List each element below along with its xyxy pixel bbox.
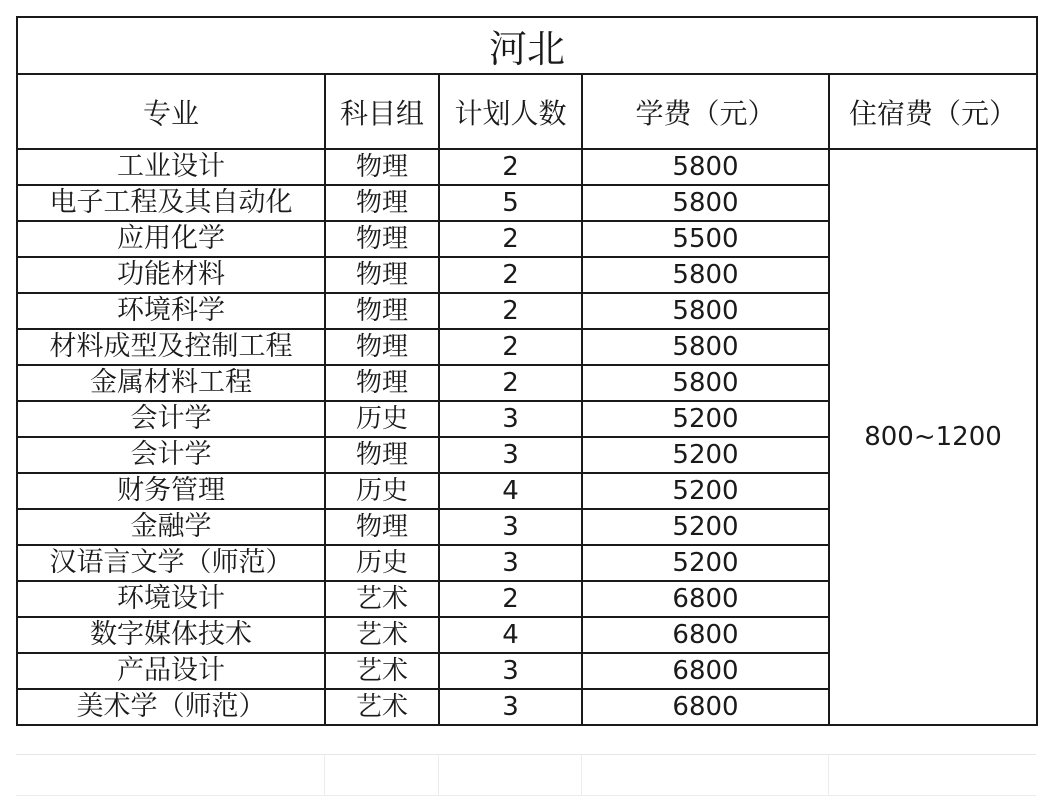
- subject-group-cell: 物理: [325, 437, 439, 473]
- tuition-cell: 5200: [582, 545, 829, 581]
- subject-group-cell: 艺术: [325, 617, 439, 653]
- tuition-cell: 5800: [582, 329, 829, 365]
- plan-count-cell: 4: [439, 617, 582, 653]
- major-cell: 应用化学: [17, 221, 325, 257]
- tuition-cell: 5200: [582, 473, 829, 509]
- title-row: [17, 17, 1037, 74]
- subject-group-cell: 艺术: [325, 689, 439, 725]
- subject-group-cell: 历史: [325, 473, 439, 509]
- tuition-cell: 5800: [582, 257, 829, 293]
- tuition-cell: 6800: [582, 617, 829, 653]
- header-tuition: 学费（元）: [582, 74, 829, 149]
- tuition-cell: 5800: [582, 293, 829, 329]
- plan-count-cell: 2: [439, 293, 582, 329]
- major-cell: 功能材料: [17, 257, 325, 293]
- tuition-cell: 5200: [582, 437, 829, 473]
- plan-count-cell: 2: [439, 221, 582, 257]
- subject-group-cell: 物理: [325, 509, 439, 545]
- major-cell: 工业设计: [17, 149, 325, 185]
- header-subject-group: 科目组: [325, 74, 439, 149]
- plan-count-cell: 5: [439, 185, 582, 221]
- major-cell: 材料成型及控制工程: [17, 329, 325, 365]
- plan-count-cell: 2: [439, 149, 582, 185]
- tuition-cell: 5800: [582, 185, 829, 221]
- empty-grid-row: [16, 754, 1036, 796]
- subject-group-cell: 艺术: [325, 653, 439, 689]
- table-row: [17, 149, 1037, 185]
- subject-group-cell: 历史: [325, 401, 439, 437]
- subject-group-cell: 物理: [325, 293, 439, 329]
- header-plan-count: 计划人数: [439, 74, 582, 149]
- tuition-cell: 6800: [582, 689, 829, 725]
- header-lodging: 住宿费（元）: [829, 74, 1037, 149]
- subject-group-cell: 物理: [325, 149, 439, 185]
- grid-line: [581, 755, 582, 795]
- major-cell: 金融学: [17, 509, 325, 545]
- grid-line: [438, 755, 439, 795]
- major-cell: 数字媒体技术: [17, 617, 325, 653]
- tuition-cell: 6800: [582, 653, 829, 689]
- tuition-cell: 5200: [582, 401, 829, 437]
- tuition-cell: 5800: [582, 365, 829, 401]
- subject-group-cell: 艺术: [325, 581, 439, 617]
- major-cell: 财务管理: [17, 473, 325, 509]
- plan-count-cell: 3: [439, 437, 582, 473]
- major-cell: 产品设计: [17, 653, 325, 689]
- subject-group-cell: 物理: [325, 365, 439, 401]
- tuition-cell: 5500: [582, 221, 829, 257]
- major-cell: 会计学: [17, 437, 325, 473]
- header-row: [17, 74, 1037, 149]
- major-cell: 汉语言文学（师范）: [17, 545, 325, 581]
- plan-count-cell: 3: [439, 653, 582, 689]
- major-cell: 电子工程及其自动化: [17, 185, 325, 221]
- plan-count-cell: 3: [439, 545, 582, 581]
- subject-group-cell: 物理: [325, 257, 439, 293]
- plan-count-cell: 4: [439, 473, 582, 509]
- tuition-cell: 5200: [582, 509, 829, 545]
- tuition-cell: 5800: [582, 149, 829, 185]
- lodging-fee-cell: 800~1200: [829, 149, 1037, 725]
- tuition-table: [16, 16, 1038, 726]
- major-cell: 会计学: [17, 401, 325, 437]
- plan-count-cell: 2: [439, 329, 582, 365]
- plan-count-cell: 2: [439, 365, 582, 401]
- grid-line: [828, 755, 829, 795]
- major-cell: 美术学（师范）: [17, 689, 325, 725]
- subject-group-cell: 历史: [325, 545, 439, 581]
- subject-group-cell: 物理: [325, 329, 439, 365]
- major-cell: 环境科学: [17, 293, 325, 329]
- major-cell: 环境设计: [17, 581, 325, 617]
- plan-count-cell: 2: [439, 257, 582, 293]
- tuition-cell: 6800: [582, 581, 829, 617]
- major-cell: 金属材料工程: [17, 365, 325, 401]
- plan-count-cell: 3: [439, 401, 582, 437]
- table-title: 河北: [17, 17, 1037, 74]
- subject-group-cell: 物理: [325, 185, 439, 221]
- header-major: 专业: [17, 74, 325, 149]
- subject-group-cell: 物理: [325, 221, 439, 257]
- plan-count-cell: 3: [439, 689, 582, 725]
- plan-count-cell: 3: [439, 509, 582, 545]
- plan-count-cell: 2: [439, 581, 582, 617]
- grid-line: [324, 755, 325, 795]
